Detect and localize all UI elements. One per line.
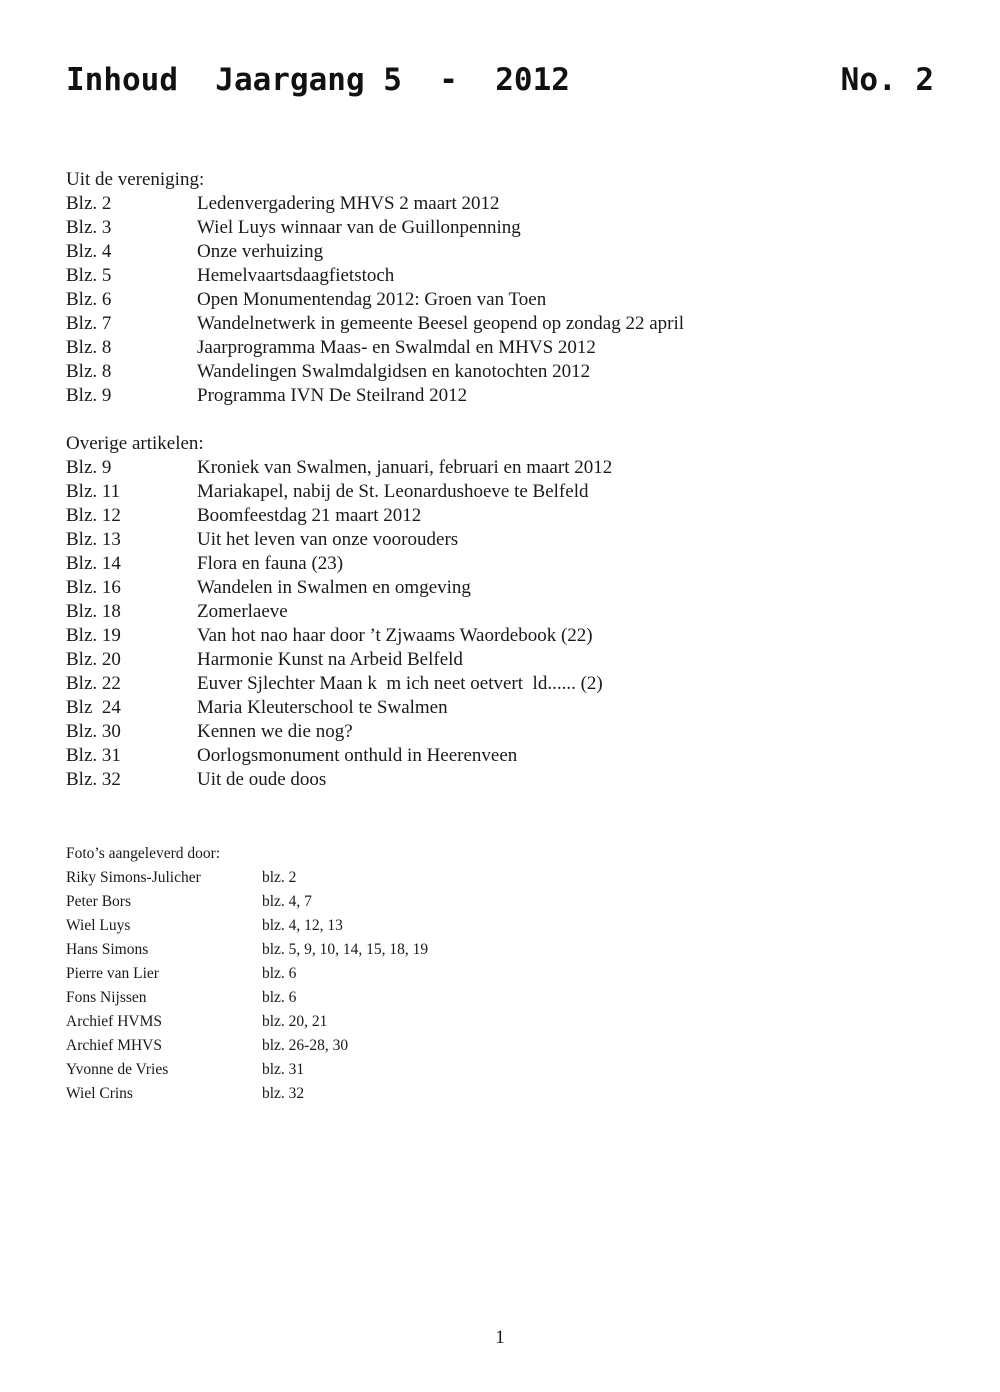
toc-page: Blz 24 <box>66 697 121 718</box>
credit-row <box>66 1082 428 1106</box>
credit-name: Hans Simons <box>66 941 149 958</box>
toc-title: Wandelen in Swalmen en omgeving <box>197 577 471 598</box>
toc-title: Boomfeestdag 21 maart 2012 <box>197 505 422 526</box>
photo-credits <box>66 842 428 1106</box>
credit-name: Pierre van Lier <box>66 965 159 982</box>
toc-page: Blz. 32 <box>66 769 121 790</box>
toc-title: Hemelvaartsdaagfietstoch <box>197 265 395 286</box>
toc-row <box>66 264 684 288</box>
toc-page: Blz. 6 <box>66 289 112 310</box>
toc-page: Blz. 8 <box>66 361 112 382</box>
toc-page: Blz. 4 <box>66 241 112 262</box>
credit-row <box>66 1058 428 1082</box>
toc-title: Van hot nao haar door ’t Zjwaams Waordebook (22) <box>197 625 593 646</box>
credit-pages: blz. 2 <box>262 869 297 886</box>
toc-row <box>66 504 612 528</box>
toc-title: Jaarprogramma Maas- en Swalmdal en MHVS 2012 <box>197 337 596 358</box>
section-vereniging <box>66 168 684 408</box>
page-number: 1 <box>495 1327 505 1348</box>
credit-pages: blz. 31 <box>262 1061 305 1078</box>
issue-number: No. 2 <box>840 62 934 98</box>
toc-title: Kroniek van Swalmen, januari, februari en maart 2012 <box>197 457 613 478</box>
toc-title: Wiel Luys winnaar van de Guillonpenning <box>197 217 521 238</box>
page-title: Inhoud Jaargang 5 - 2012 <box>66 62 570 98</box>
credit-row <box>66 938 428 962</box>
toc-page: Blz. 2 <box>66 193 112 214</box>
toc-page: Blz. 8 <box>66 337 112 358</box>
credit-pages: blz. 32 <box>262 1085 305 1102</box>
toc-row <box>66 744 612 768</box>
toc-row <box>66 456 612 480</box>
toc-page: Blz. 9 <box>66 457 112 478</box>
toc-row <box>66 216 684 240</box>
toc-row <box>66 336 684 360</box>
credit-name: Wiel Crins <box>66 1085 133 1102</box>
credit-name: Yvonne de Vries <box>66 1061 169 1078</box>
toc-title: Onze verhuizing <box>197 241 324 262</box>
credit-pages: blz. 5, 9, 10, 14, 15, 18, 19 <box>262 941 429 958</box>
toc-row <box>66 648 612 672</box>
credit-pages: blz. 6 <box>262 965 297 982</box>
toc-title: Kennen we die nog? <box>197 721 353 742</box>
toc-page: Blz. 16 <box>66 577 121 598</box>
toc-page: Blz. 7 <box>66 313 112 334</box>
toc-page: Blz. 9 <box>66 385 112 406</box>
toc-page: Blz. 22 <box>66 673 121 694</box>
toc-page: Blz. 31 <box>66 745 121 766</box>
toc-page: Blz. 11 <box>66 481 121 502</box>
toc-row <box>66 384 684 408</box>
credit-row <box>66 890 428 914</box>
toc-title: Flora en fauna (23) <box>197 553 344 574</box>
credit-pages: blz. 20, 21 <box>262 1013 328 1030</box>
toc-page: Blz. 14 <box>66 553 121 574</box>
toc-page: Blz. 30 <box>66 721 121 742</box>
credit-pages: blz. 6 <box>262 989 297 1006</box>
toc-row <box>66 312 684 336</box>
credit-row <box>66 962 428 986</box>
credit-name: Archief MHVS <box>66 1037 162 1054</box>
toc-title: Harmonie Kunst na Arbeid Belfeld <box>197 649 463 670</box>
toc-row <box>66 360 684 384</box>
toc-page: Blz. 18 <box>66 601 121 622</box>
toc-title: Wandelnetwerk in gemeente Beesel geopend op zondag 22 april <box>197 313 685 334</box>
credit-row <box>66 1010 428 1034</box>
toc-row <box>66 576 612 600</box>
credits-heading: Foto’s aangeleverd door: <box>66 845 221 862</box>
toc-page: Blz. 3 <box>66 217 112 238</box>
credit-name: Archief HVMS <box>66 1013 162 1030</box>
credit-row <box>66 866 428 890</box>
toc-title: Maria Kleuterschool te Swalmen <box>197 697 448 718</box>
credit-name: Peter Bors <box>66 893 132 910</box>
toc-row <box>66 480 612 504</box>
toc-row <box>66 528 612 552</box>
toc-row <box>66 720 612 744</box>
toc-row <box>66 768 612 792</box>
credit-name: Riky Simons-Julicher <box>66 869 201 886</box>
toc-page: Blz. 5 <box>66 265 112 286</box>
toc-title: Wandelingen Swalmdalgidsen en kanotochten 2012 <box>197 361 591 382</box>
toc-page: Blz. 12 <box>66 505 121 526</box>
toc-row <box>66 672 612 696</box>
toc-page: Blz. 20 <box>66 649 121 670</box>
toc-title: Uit het leven van onze voorouders <box>197 529 459 550</box>
credit-name: Fons Nijssen <box>66 989 147 1006</box>
toc-title: Open Monumentendag 2012: Groen van Toen <box>197 289 547 310</box>
credit-pages: blz. 4, 12, 13 <box>262 917 343 934</box>
section-heading: Overige artikelen: <box>66 433 204 454</box>
credit-row <box>66 1034 428 1058</box>
toc-row <box>66 288 684 312</box>
toc-row <box>66 600 612 624</box>
toc-title: Ledenvergadering MHVS 2 maart 2012 <box>197 193 500 214</box>
section-overige-artikelen <box>66 432 612 792</box>
credit-pages: blz. 4, 7 <box>262 893 312 910</box>
toc-title: Oorlogsmonument onthuld in Heerenveen <box>197 745 518 766</box>
toc-title: Euver Sjlechter Maan k m ich neet oetvert ld...... (2) <box>197 673 603 694</box>
toc-page: Blz. 19 <box>66 625 121 646</box>
toc-page: Blz. 13 <box>66 529 121 550</box>
credit-row <box>66 986 428 1010</box>
toc-title: Uit de oude doos <box>197 769 327 790</box>
credit-name: Wiel Luys <box>66 917 131 934</box>
section-heading: Uit de vereniging: <box>66 169 205 190</box>
toc-title: Mariakapel, nabij de St. Leonardushoeve te Belfeld <box>197 481 589 502</box>
toc-row <box>66 192 684 216</box>
toc-row <box>66 552 612 576</box>
toc-title: Zomerlaeve <box>197 601 288 622</box>
toc-title: Programma IVN De Steilrand 2012 <box>197 385 468 406</box>
toc-row <box>66 240 684 264</box>
toc-row <box>66 624 612 648</box>
toc-row <box>66 696 612 720</box>
credit-row <box>66 914 428 938</box>
credit-pages: blz. 26-28, 30 <box>262 1037 349 1054</box>
